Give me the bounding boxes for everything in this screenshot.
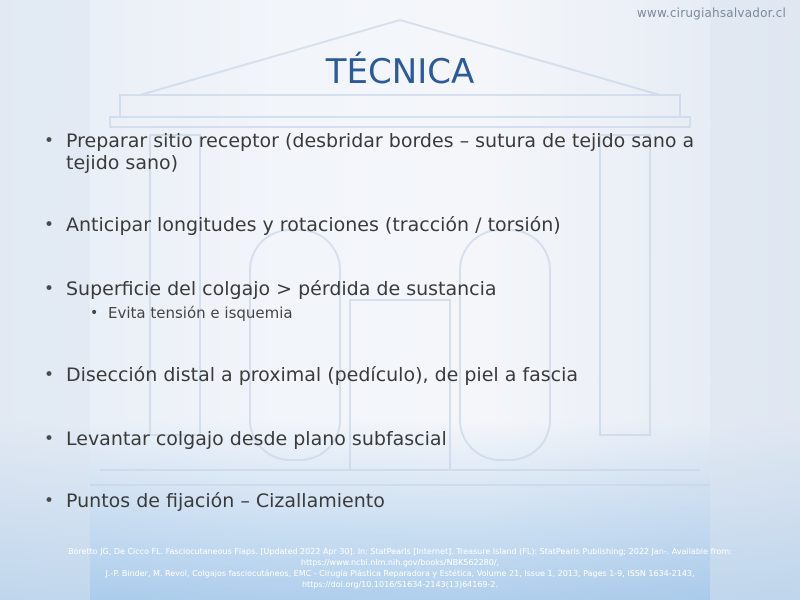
references: [30, 546, 770, 590]
sub-bullet-item: [90, 304, 708, 322]
bullet-item: [44, 214, 746, 236]
sub-bullet-dot-icon: •: [90, 305, 99, 321]
bullet-text: Puntos de fijación – Cizallamiento: [66, 490, 385, 512]
bullet-dot-icon: •: [44, 491, 55, 511]
bullet-dot-icon: •: [44, 279, 55, 299]
site-url: www.cirugiahsalvador.cl: [636, 6, 786, 20]
sub-bullet-text: Evita tensión e isquemia: [108, 304, 293, 322]
bullet-text: Disección distal a proximal (pedículo), de piel a fascia: [66, 364, 578, 386]
bullet-text-continued: tejido sano): [66, 152, 179, 174]
bullet-dot-icon: •: [44, 429, 55, 449]
bullet-dot-icon: •: [44, 131, 55, 151]
bullet-text: Levantar colgajo desde plano subfascial: [66, 428, 447, 450]
bullet-dot-icon: •: [44, 215, 55, 235]
bullet-text: Superficie del colgajo > pérdida de sustancia: [66, 278, 497, 300]
reference-line: Boretto JG, De Cicco FL. Fasciocutaneous Flaps. [Updated 2022 Apr 30]. In: StatPearls [Internet]. Treasure Island (FL): StatPearls Publishing; 2022 Jan-. Available from:: [68, 547, 732, 556]
bullet-text: Anticipar longitudes y rotaciones (tracción / torsión): [66, 214, 561, 236]
bullet-text: Preparar sitio receptor (desbridar bordes – sutura de tejido sano a: [66, 130, 695, 152]
reference-line: J.-P. Binder, M. Revol, Colgajos fasciocutáneos, EMC - Cirugía Plástica Reparadora y Estética, Volume 21, Issue 1, 2013, Pages 1-9, ISSN 1634-2143,: [105, 569, 695, 578]
bullet-item: [44, 490, 746, 512]
reference-line: https://www.ncbi.nlm.nih.gov/books/NBK562280/,: [300, 558, 500, 567]
bullet-item: [44, 364, 746, 386]
reference-line: https://doi.org/10.1016/S1634-2143(13)64169-2.: [301, 580, 499, 589]
slide-title: TÉCNICA: [325, 52, 475, 92]
bullet-dot-icon: •: [44, 365, 55, 385]
bullet-item: [44, 428, 746, 450]
bullet-item: [44, 130, 746, 174]
bullet-item: [44, 278, 746, 300]
